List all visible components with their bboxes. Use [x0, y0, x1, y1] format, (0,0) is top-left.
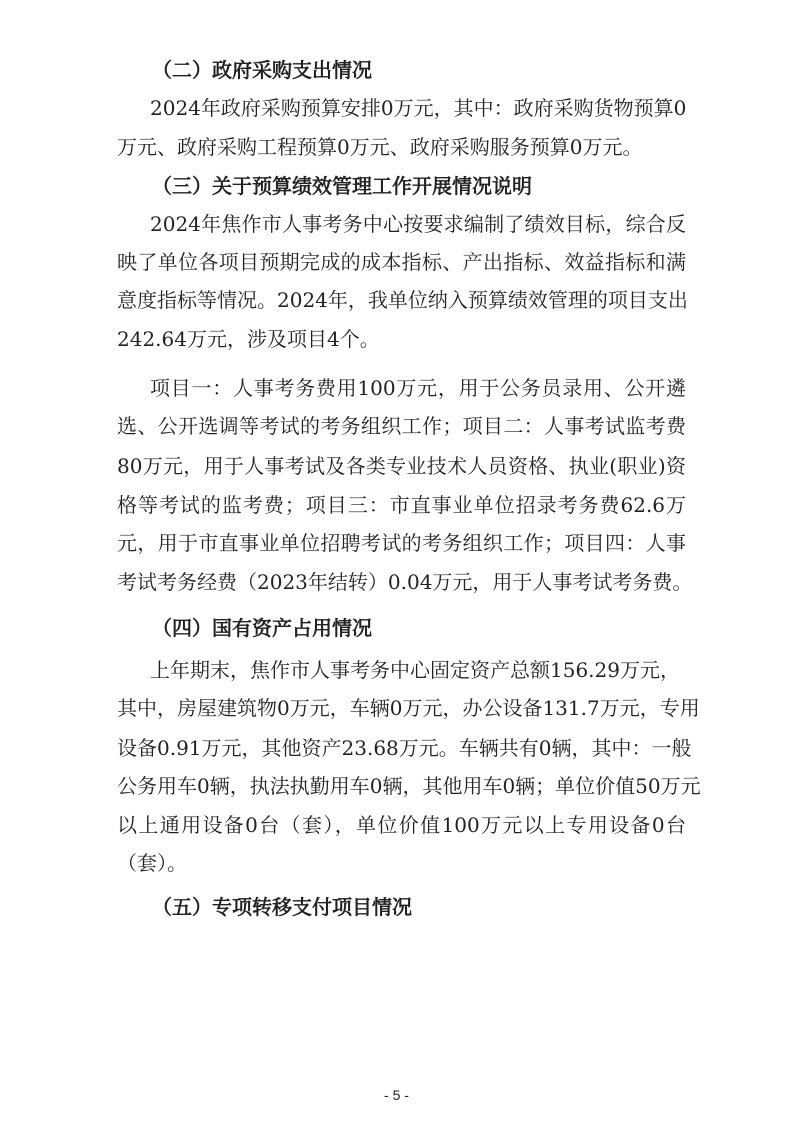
paragraph-line: 意度指标等情况。2024年，我单位纳入预算绩效管理的项目支出 [117, 288, 688, 312]
paragraph-line: 80万元，用于人事考试及各类专业技术人员资格、执业(职业)资 [117, 454, 686, 478]
section-heading: （四）国有资产占用情况 [152, 616, 372, 640]
section-heading: （二）政府采购支出情况 [152, 58, 372, 82]
paragraph-line: 考试考务经费（2023年结转）0.04万元，用于人事考试考务费。 [117, 570, 693, 594]
paragraph-line: 其中，房屋建筑物0万元，车辆0万元，办公设备131.7万元，专用 [117, 696, 700, 720]
paragraph-line: 2024年焦作市人事考务中心按要求编制了绩效目标，综合反 [150, 212, 686, 236]
paragraph-line: 映了单位各项目预期完成的成本指标、产出指标、效益指标和满 [117, 250, 686, 274]
page-number: - 5 - [384, 1087, 409, 1103]
paragraph-line: 万元、政府采购工程预算0万元、政府采购服务预算0万元。 [117, 135, 643, 159]
paragraph-line: 以上通用设备0台（套），单位价值100万元以上专用设备0台 [117, 813, 686, 837]
section-heading: （三）关于预算绩效管理工作开展情况说明 [152, 174, 532, 198]
paragraph-line: 项目一：人事考务费用100万元，用于公务员录用、公开遴 [150, 376, 686, 400]
paragraph-line: 选、公开选调等考试的考务组织工作；项目二：人事考试监考费 [117, 414, 686, 438]
paragraph-line: 元，用于市直事业单位招聘考试的考务组织工作；项目四：人事 [117, 531, 686, 555]
paragraph-line: 上年期末，焦作市人事考务中心固定资产总额156.29万元， [150, 658, 680, 682]
paragraph-line: 242.64万元，涉及项目4个。 [117, 327, 380, 351]
paragraph-line: 设备0.91万元，其他资产23.68万元。车辆共有0辆，其中：一般 [117, 736, 692, 760]
paragraph-line: 格等考试的监考费；项目三：市直事业单位招录考务费62.6万 [117, 493, 686, 517]
paragraph-line: 2024年政府采购预算安排0万元，其中：政府采购货物预算0 [150, 96, 687, 120]
paragraph-line: 公务用车0辆，执法执勤用车0辆，其他用车0辆；单位价值50万元 [117, 774, 701, 798]
section-heading: （五）专项转移支付项目情况 [152, 895, 412, 919]
paragraph-line: （套）。 [117, 851, 187, 875]
